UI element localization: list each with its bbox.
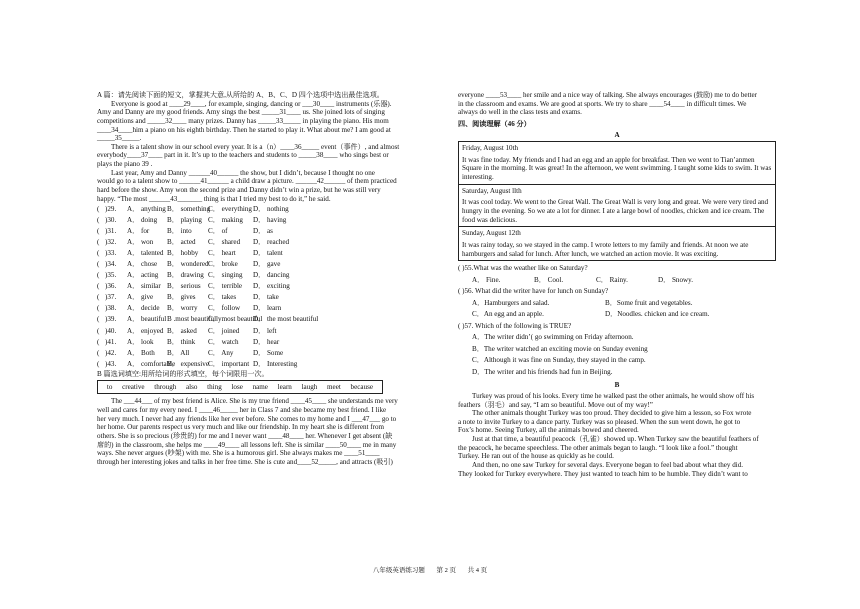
option: A．The writer didn’( go swimming on Friday afternoon. <box>472 333 634 342</box>
mc-question-row <box>97 359 413 370</box>
passage-line: everyone ____53____ her smile and a nice way of talking. She always encourages (鼓励) me to do better <box>458 91 758 99</box>
answer-blank: ( <box>97 337 100 346</box>
diary-body: It was cool today. We went to the Great Wall. The Great Wall is very long and great. We were very tired and hungry in the evening. So we ate a lot for dinner. I ate a large bowl of noodles, chicken and ice cream. The food was delicious. <box>462 198 769 224</box>
option-c: C． takes <box>208 293 237 302</box>
question-55 <box>458 264 776 287</box>
footer-total: 共 4 页 <box>467 567 488 574</box>
answer-blank: ( <box>97 237 100 246</box>
section-b-instructions: B 篇选词填空:用所给词的形式填空，每个词限用一次。 <box>97 369 269 378</box>
answer-blank: ( <box>97 315 100 324</box>
passage-line: 席的) in the classroom, she helps me ____49____ all lessons left. She is similar ____50____ me in many <box>97 440 397 449</box>
word-box-word: meet <box>327 383 341 392</box>
option-a: A． acting <box>127 271 159 280</box>
option-a: A． give <box>127 293 154 302</box>
answer-blank: ( <box>97 359 100 368</box>
page-footer <box>0 567 860 575</box>
option-a: A． won <box>127 237 154 246</box>
passage-line: would go to a talent show to ______41______ a child draw a picture. ______42______ of them practiced <box>97 177 397 186</box>
question-options <box>458 276 776 288</box>
option-a: A． similar <box>127 282 161 291</box>
question-options <box>458 310 776 322</box>
option: A．Hamburgers and salad. <box>472 298 550 307</box>
question-number: )35. <box>105 271 117 280</box>
question-text: ( )57. Which of the following is TRUE? <box>458 321 572 330</box>
question-number: )32. <box>105 237 117 246</box>
question-text: ( )55.What was the weather like on Saturday? <box>458 264 588 273</box>
word-box-word: lose <box>231 383 243 392</box>
diary-body: It was fine today. My friends and I had an egg and an apple for breakfast. Then we went to Tian’anmen Square in the morning. It was great! In the afternoon, we went swimming. I taught some kids to swim. It was interesting. <box>462 155 772 182</box>
option-a: A． Both <box>127 348 155 357</box>
passage-line: The other animals thought Turkey was too proud. They decided to give him a lesson, so Fox wrote <box>472 409 752 418</box>
option-d: D． the most beautiful <box>253 315 319 324</box>
mc-question-row <box>97 348 413 359</box>
answer-blank: ( <box>97 204 100 213</box>
footer-subject: 八年级英语练习题 <box>372 567 425 574</box>
option-b: B .most beautifully <box>167 315 222 324</box>
question-number: )33. <box>105 248 117 257</box>
question-number: )31. <box>105 226 117 235</box>
footer-page: 第 2 页 <box>436 567 456 574</box>
passage-line: plays the piano 39 . <box>97 160 153 169</box>
passage-line: others. She is so precious (珍贵的) for me and I never want ____48____ her. Whenever I get absent (缺 <box>97 431 393 440</box>
diary-body: It was rainy today, so we stayed in the camp. I wrote letters to my family and friends. At noon we ate hamburgers and salad for lunch. After lunch, we watched an action movie. It was exciting. <box>462 240 749 258</box>
passage-line: Turkey. He ran out of the house as quickly as he could. <box>458 452 614 461</box>
option-b: B． into <box>167 226 192 235</box>
answer-blank: ( <box>97 282 100 291</box>
mc-question-row <box>97 314 413 325</box>
word-box-word: because <box>350 383 373 392</box>
reading-b-label: B <box>614 381 620 390</box>
option-a: A． for <box>127 226 150 235</box>
option-c: C． heart <box>208 248 236 257</box>
question-text: ( )56. What did the writer have for lunch on Sunday? <box>458 287 609 296</box>
answer-blank: ( <box>97 304 100 313</box>
diary-date: Sunday, August 12th <box>462 229 521 238</box>
option: C． Rainy. <box>596 275 628 284</box>
option-d: D． take <box>253 293 279 302</box>
option-c: C． joined <box>208 326 240 335</box>
option: D．The writer and his friends had fun in Beijing. <box>472 367 613 376</box>
option: C．Although it was fine on Sunday, they stayed in the camp. <box>472 356 646 365</box>
section-heading: 四、阅读理解（46 分） <box>458 119 531 128</box>
option-a: A． doing <box>127 215 158 224</box>
passage-line: Just at that time, a beautiful peacock（孔雀）showed up. When Turkey saw the beautiful feathers of <box>472 435 759 444</box>
option-d: D． Interesting <box>253 359 298 368</box>
word-box-word: through <box>154 383 177 392</box>
option-d: D． talent <box>253 248 283 257</box>
word-box-word: also <box>186 383 198 392</box>
passage-line: _____35_____. <box>97 134 142 143</box>
mc-question-row <box>97 214 413 225</box>
word-box-word: laugh <box>301 383 318 392</box>
answer-blank: ( <box>97 326 100 335</box>
passage-line: competitions and _____32____ many prizes. Danny has _____33_____ in playing the piano. His mom <box>97 116 389 125</box>
mc-question-row <box>97 292 413 303</box>
word-box-word: thing <box>207 383 222 392</box>
passage-line: her home. Our parents respect us very much and like our friendship. In my heart she is different from <box>97 423 385 432</box>
option-c: C． follow <box>208 304 241 313</box>
passage-line: There is a talent show in our school every year. It is a（n）____36_____ event（事件）, and almost <box>111 142 400 151</box>
question-number: )37. <box>105 293 117 302</box>
option-b: B． something <box>167 204 211 213</box>
passage-line: And then, no one saw Turkey for several days. Everyone began to feel bad about what they did. <box>472 461 744 470</box>
diary-entry <box>458 141 776 185</box>
diary-date: Saturday, August llth <box>462 186 522 195</box>
mc-question-row <box>97 248 413 259</box>
question-options <box>458 299 776 311</box>
option-a: A． talented <box>127 248 164 257</box>
diary-entry <box>458 185 776 228</box>
option-d: D． dancing <box>253 271 290 280</box>
option-b: B． All <box>167 348 190 357</box>
answer-blank: ( <box>97 348 100 357</box>
option-a: A． enjoyed <box>127 326 164 335</box>
diary-table <box>458 141 776 261</box>
option-b: B． wondered <box>167 260 209 269</box>
answer-blank: ( <box>97 293 100 302</box>
option-d: D． exciting <box>253 282 290 291</box>
option-a: A． comfortable <box>127 359 176 368</box>
word-box <box>97 380 383 394</box>
answer-blank: ( <box>97 215 100 224</box>
question-number: )42. <box>105 348 117 357</box>
passage-a <box>97 100 413 204</box>
mc-question-row <box>97 259 413 270</box>
word-box-word: name <box>252 383 268 392</box>
diary-date: Friday, August 10th <box>462 144 519 153</box>
passage-turkey <box>458 392 776 478</box>
option-c: C． broke <box>208 260 238 269</box>
option: C．An egg and an apple. <box>472 310 544 319</box>
question-number: )30. <box>105 215 117 224</box>
passage-line: well and cares for my every need. I ____46_____ her in Class 7 and she became my best friend. I like <box>97 406 387 415</box>
mc-question-row <box>97 237 413 248</box>
answer-blank: ( <box>97 260 100 269</box>
option-c: C． making <box>208 215 243 224</box>
question-number: )38. <box>105 304 117 313</box>
question-number: )29. <box>105 204 117 213</box>
passage-line: ____34____him a piano on his eighth birthday. Then he started to play it. What about me? I am good at <box>97 125 391 134</box>
word-box-word: to <box>106 383 113 392</box>
option-c: C． most beautiful <box>208 315 263 324</box>
option-d: D． gave <box>253 260 281 269</box>
option-c: C． singing <box>208 271 243 280</box>
option-a: A． look <box>127 337 154 346</box>
option-a: A． anything <box>127 204 166 213</box>
question-number: )39. <box>105 315 117 324</box>
option-d: D． as <box>253 226 273 235</box>
mc-question-row <box>97 303 413 314</box>
passage-line: in the classroom and exams. We are good at sports. We try to share ____54____ in difficult times. We <box>458 99 747 108</box>
answer-blank: ( <box>97 271 100 280</box>
option: B． Cool. <box>534 275 564 284</box>
option-d: D． nothing <box>253 204 289 213</box>
option-a: A． decide <box>127 304 160 313</box>
passage-line: Amy and Danny are my good friends. Amy sings the best _____31____ us. She joined lots of singing <box>97 108 385 117</box>
option-b: B． think <box>167 337 196 346</box>
passage-line: happy. “The most ______43_______ thing is that I tried my best to do it,” he said. <box>97 194 331 203</box>
answer-blank: ( <box>97 226 100 235</box>
option-b: B． gives <box>167 293 196 302</box>
option-b: B． serious <box>167 282 201 291</box>
option: D．Noodles. chicken and ice cream. <box>605 310 710 319</box>
question-56 <box>458 287 776 322</box>
question-number: )43. <box>105 359 117 368</box>
option-b: B． expensive <box>167 359 209 368</box>
mc-question-row <box>97 281 413 292</box>
question-57 <box>458 322 776 380</box>
passage-b <box>97 397 413 466</box>
question-number: )36. <box>105 282 117 291</box>
mc-question-row <box>97 226 413 237</box>
option-b: B． worry <box>167 304 198 313</box>
question-number: )41. <box>105 337 117 346</box>
passage-line: Fox’s home. Seeing Turkey, all the animals bowed and cheered. <box>458 426 639 435</box>
option: A． Fine. <box>472 275 501 284</box>
option-d: D． reached <box>253 237 290 246</box>
passage-line: everybody____37____ part in it. It’s up to the teachers and students to _____38____ who sings best or <box>97 151 389 160</box>
option-c: C． of <box>208 226 228 235</box>
option-b: B． acted <box>167 237 196 246</box>
option-c: C． terrible <box>208 282 243 291</box>
passage-line: the peacock, he became speechless. The other animals began to laugh. “I look like a fool.” thought <box>458 443 738 452</box>
option: B．Some fruit and vegetables. <box>605 298 693 307</box>
mc-question-row <box>97 325 413 336</box>
option-c: C． watch <box>208 337 239 346</box>
option-b: B． asked <box>167 326 197 335</box>
passage-line: a note to invite Turkey to a dance party. Turkey was so pleased. When the sun went down, he got to <box>458 417 741 426</box>
option-c: C． important <box>208 359 250 368</box>
word-box-word: learn <box>277 383 292 392</box>
option-d: D． Some <box>253 348 284 357</box>
left-column <box>97 91 413 467</box>
passage-line: her very much. I never had any friends like her ever before. She comes to my home and I ___47___ go to <box>97 414 397 423</box>
option: B．The writer watched an exciting movie on Sunday evening <box>472 344 648 353</box>
option-d: D． hear <box>253 337 280 346</box>
option-d: D． left <box>253 326 277 335</box>
option-a: A． beautiful <box>127 315 167 324</box>
passage-line: They looked for Turkey everywhere. They just wanted to teach him to be humble. They didn’t want to <box>458 469 748 478</box>
mc-question-row <box>97 336 413 347</box>
section-a-instructions: A 篇：请先阅读下面的短文，掌握其大意,从所给的 A、B、C、D 四个选项中选出最佳选项。 <box>97 91 384 99</box>
mc-question-row <box>97 203 413 214</box>
passage-line: Everyone is good at ____29____, for example, singing, dancing or ___30____ instruments (乐器). <box>111 99 392 108</box>
option-b: B． hobby <box>167 248 199 257</box>
passage-line: always do well in the class tests and exams. <box>458 108 582 117</box>
option-c: C． shared <box>208 237 241 246</box>
passage-line: The ___44___ of my best friend is Alice. She is my true friend ____45____ she understands me very <box>111 397 398 406</box>
option-b: B． drawing <box>167 271 204 280</box>
answer-blank: ( <box>97 248 100 257</box>
passage-line: feathers（羽毛）and say, “I am so beautiful. Move out of my way!” <box>458 400 653 409</box>
question-number: )34. <box>105 260 117 269</box>
multiple-choice-list <box>97 203 413 369</box>
option-b: B． playing <box>167 215 202 224</box>
option: D． Snowy. <box>658 275 694 284</box>
passage-line: through her interesting jokes and talks in her free time. She is cute and____52_____, and attracts (吸引) <box>97 457 393 466</box>
right-column <box>458 91 776 478</box>
passage-line: Last year, Amy and Danny ______40______ the show, but I didn’t, because I thought no one <box>111 168 375 177</box>
diary-entry <box>458 227 776 261</box>
passage-line: ways. She never argues (吵架) with me. She is a humorous girl. She always makes me ____51____ <box>97 449 380 458</box>
option-d: D． learn <box>253 304 282 313</box>
mc-question-row <box>97 270 413 281</box>
passage-line: hard before the show. Amy won the second prize and Danny didn’t win a prize, but he was still very <box>97 186 381 195</box>
passage-line: Turkey was proud of his looks. Every time he walked past the other animals, he would show off his <box>472 391 755 400</box>
option-c: C． everything <box>208 204 252 213</box>
option-d: D． having <box>253 215 287 224</box>
word-box-word: creative <box>122 383 145 392</box>
option-c: C． Any <box>208 348 234 357</box>
reading-a-label: A <box>614 130 620 139</box>
question-number: )40. <box>105 326 117 335</box>
option-a: A． chose <box>127 260 158 269</box>
